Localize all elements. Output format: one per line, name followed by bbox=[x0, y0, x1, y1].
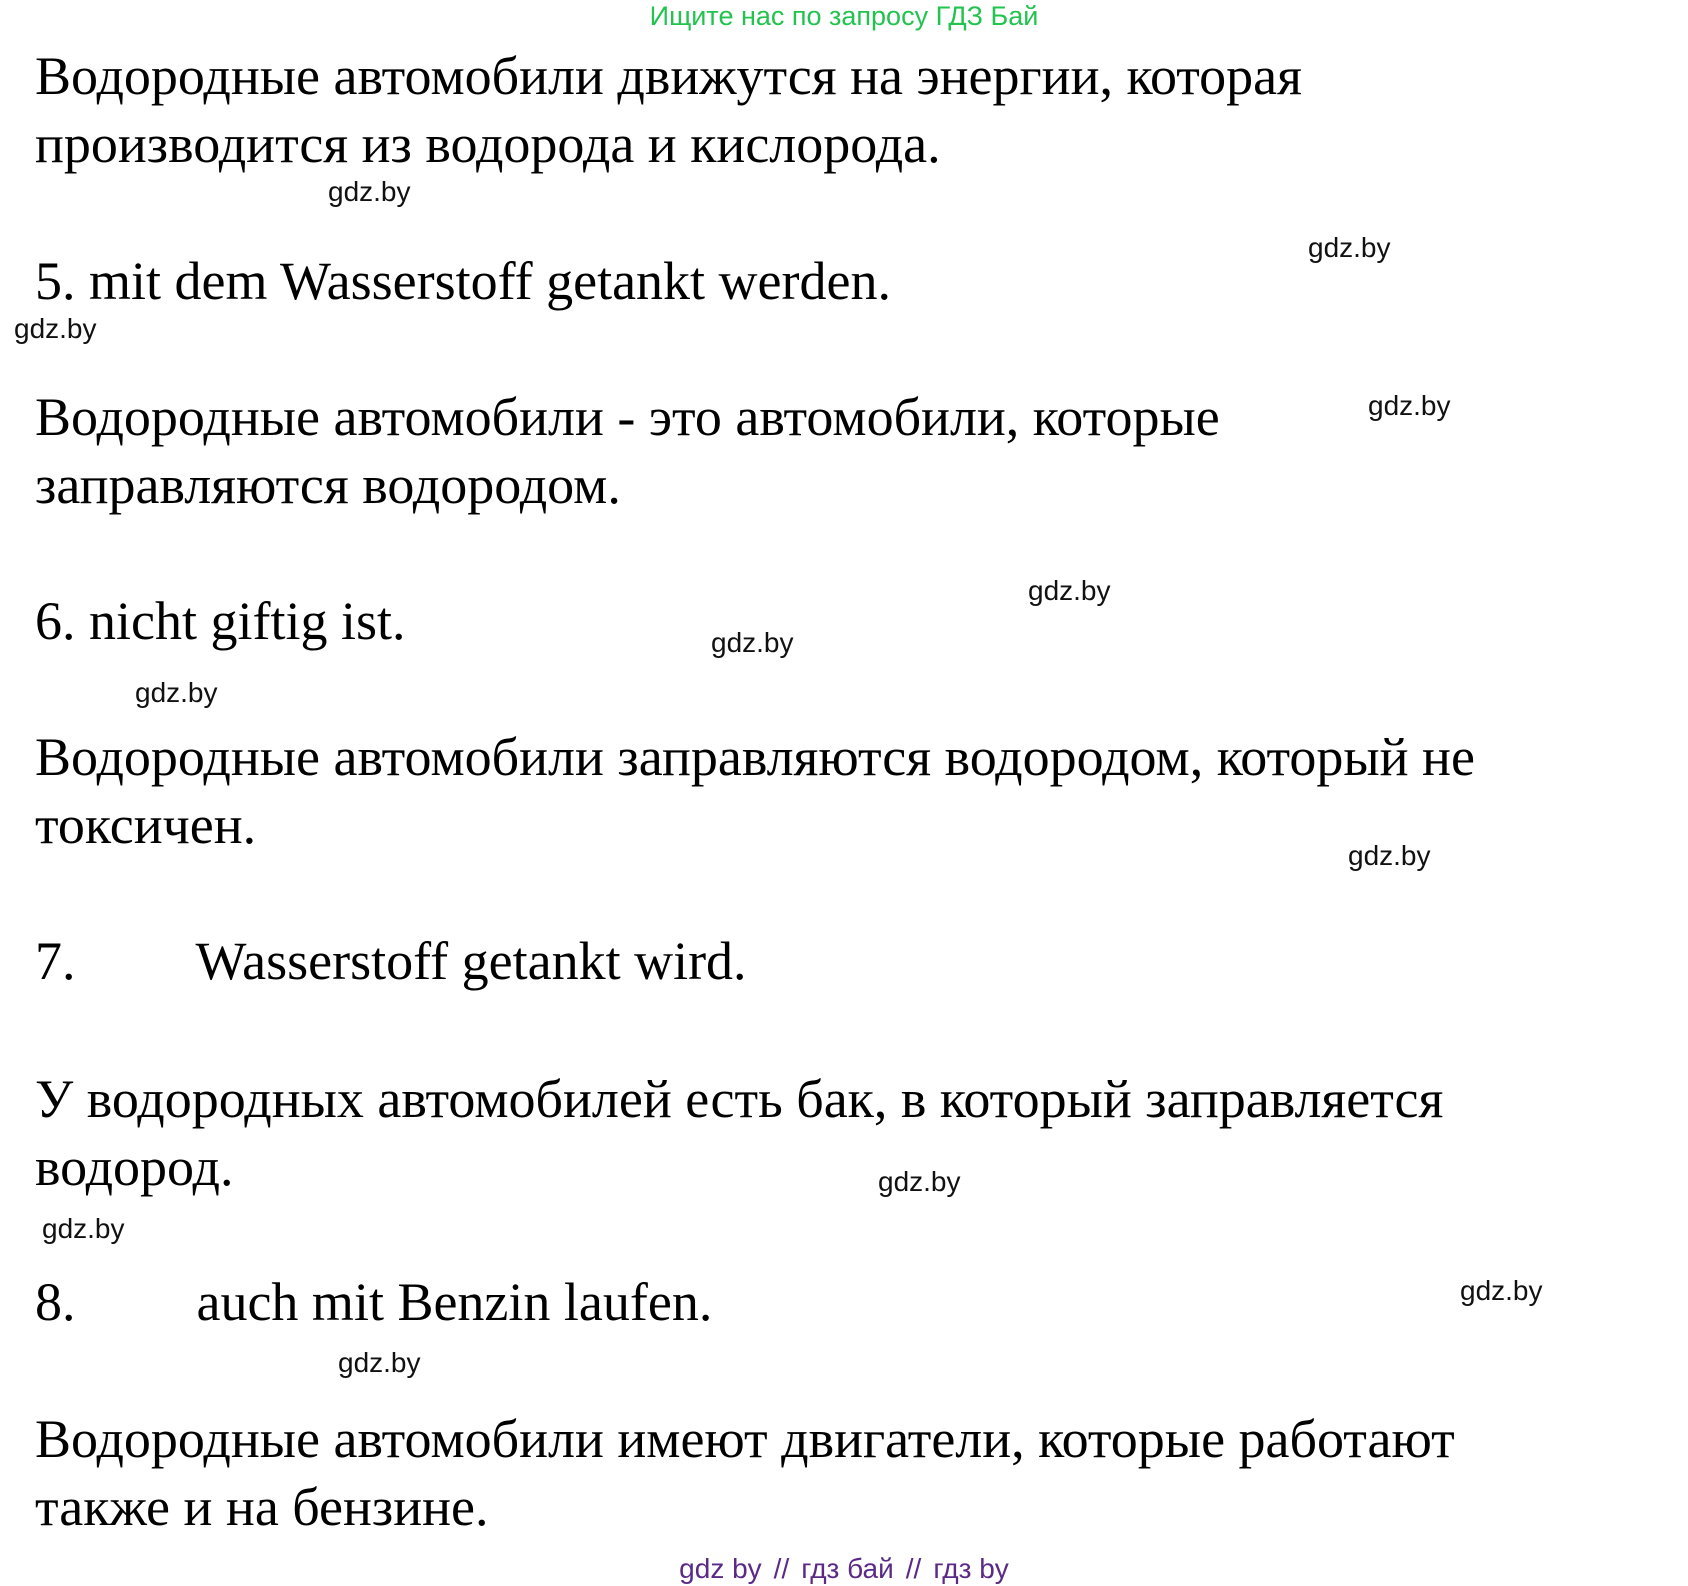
translation-paragraph bbox=[35, 723, 1675, 859]
watermark: gdz.by bbox=[1028, 575, 1111, 606]
watermark: gdz.by bbox=[1348, 840, 1431, 871]
footer-separator: // bbox=[905, 1553, 922, 1584]
text-line: Водородные автомобили движутся на энергии, которая bbox=[35, 46, 1302, 106]
text-line: водород. bbox=[35, 1137, 234, 1197]
text-line: Водородные автомобили имеют двигатели, которые работают bbox=[35, 1409, 1455, 1469]
footer-link-gdz-bai[interactable]: гдз бай bbox=[801, 1553, 894, 1584]
watermark: gdz.by bbox=[1308, 232, 1391, 263]
watermark: gdz.by bbox=[1460, 1275, 1543, 1306]
watermark: gdz.by bbox=[338, 1347, 421, 1378]
watermark: gdz.by bbox=[14, 313, 97, 344]
exercise-item-8 bbox=[35, 1268, 712, 1336]
footer-links bbox=[0, 1552, 1688, 1586]
exercise-text: Wasserstoff getankt wird. bbox=[195, 931, 747, 991]
text-line: производится из водорода и кислорода. bbox=[35, 114, 941, 174]
watermark: gdz.by bbox=[135, 677, 218, 708]
exercise-text: auch mit Benzin laufen. bbox=[196, 1272, 713, 1332]
text-line: токсичен. bbox=[35, 795, 257, 855]
exercise-number: 5. bbox=[35, 251, 76, 311]
text-line: Водородные автомобили - это автомобили, которые bbox=[35, 387, 1220, 447]
top-banner: Ищите нас по запросу ГДЗ Бай bbox=[649, 1, 1039, 31]
translation-paragraph bbox=[35, 42, 1675, 178]
footer-separator: // bbox=[773, 1553, 790, 1584]
exercise-number: 8. bbox=[35, 1272, 76, 1332]
footer-link-gdz-by[interactable]: gdz by bbox=[679, 1553, 762, 1584]
watermark: gdz.by bbox=[42, 1213, 125, 1244]
exercise-item-5 bbox=[35, 247, 891, 315]
watermark: gdz.by bbox=[711, 627, 794, 658]
exercise-item-7 bbox=[35, 927, 747, 995]
translation-paragraph bbox=[35, 1405, 1675, 1541]
watermark: gdz.by bbox=[328, 176, 411, 207]
exercise-text: nicht giftig ist. bbox=[89, 591, 406, 651]
exercise-item-6 bbox=[35, 587, 406, 655]
translation-paragraph bbox=[35, 1065, 1675, 1201]
text-line: У водородных автомобилей есть бак, в который заправляется bbox=[35, 1069, 1444, 1129]
exercise-number: 7. bbox=[35, 931, 76, 991]
text-line: заправляются водородом. bbox=[35, 455, 621, 515]
watermark: gdz.by bbox=[1368, 390, 1451, 421]
exercise-number: 6. bbox=[35, 591, 76, 651]
text-line: также и на бензине. bbox=[35, 1477, 489, 1537]
watermark: gdz.by bbox=[878, 1166, 961, 1197]
text-line: Водородные автомобили заправляются водородом, который не bbox=[35, 727, 1475, 787]
exercise-text: mit dem Wasserstoff getankt werden. bbox=[89, 251, 891, 311]
footer-link-gdz-by-cyr[interactable]: гдз by bbox=[933, 1553, 1009, 1584]
